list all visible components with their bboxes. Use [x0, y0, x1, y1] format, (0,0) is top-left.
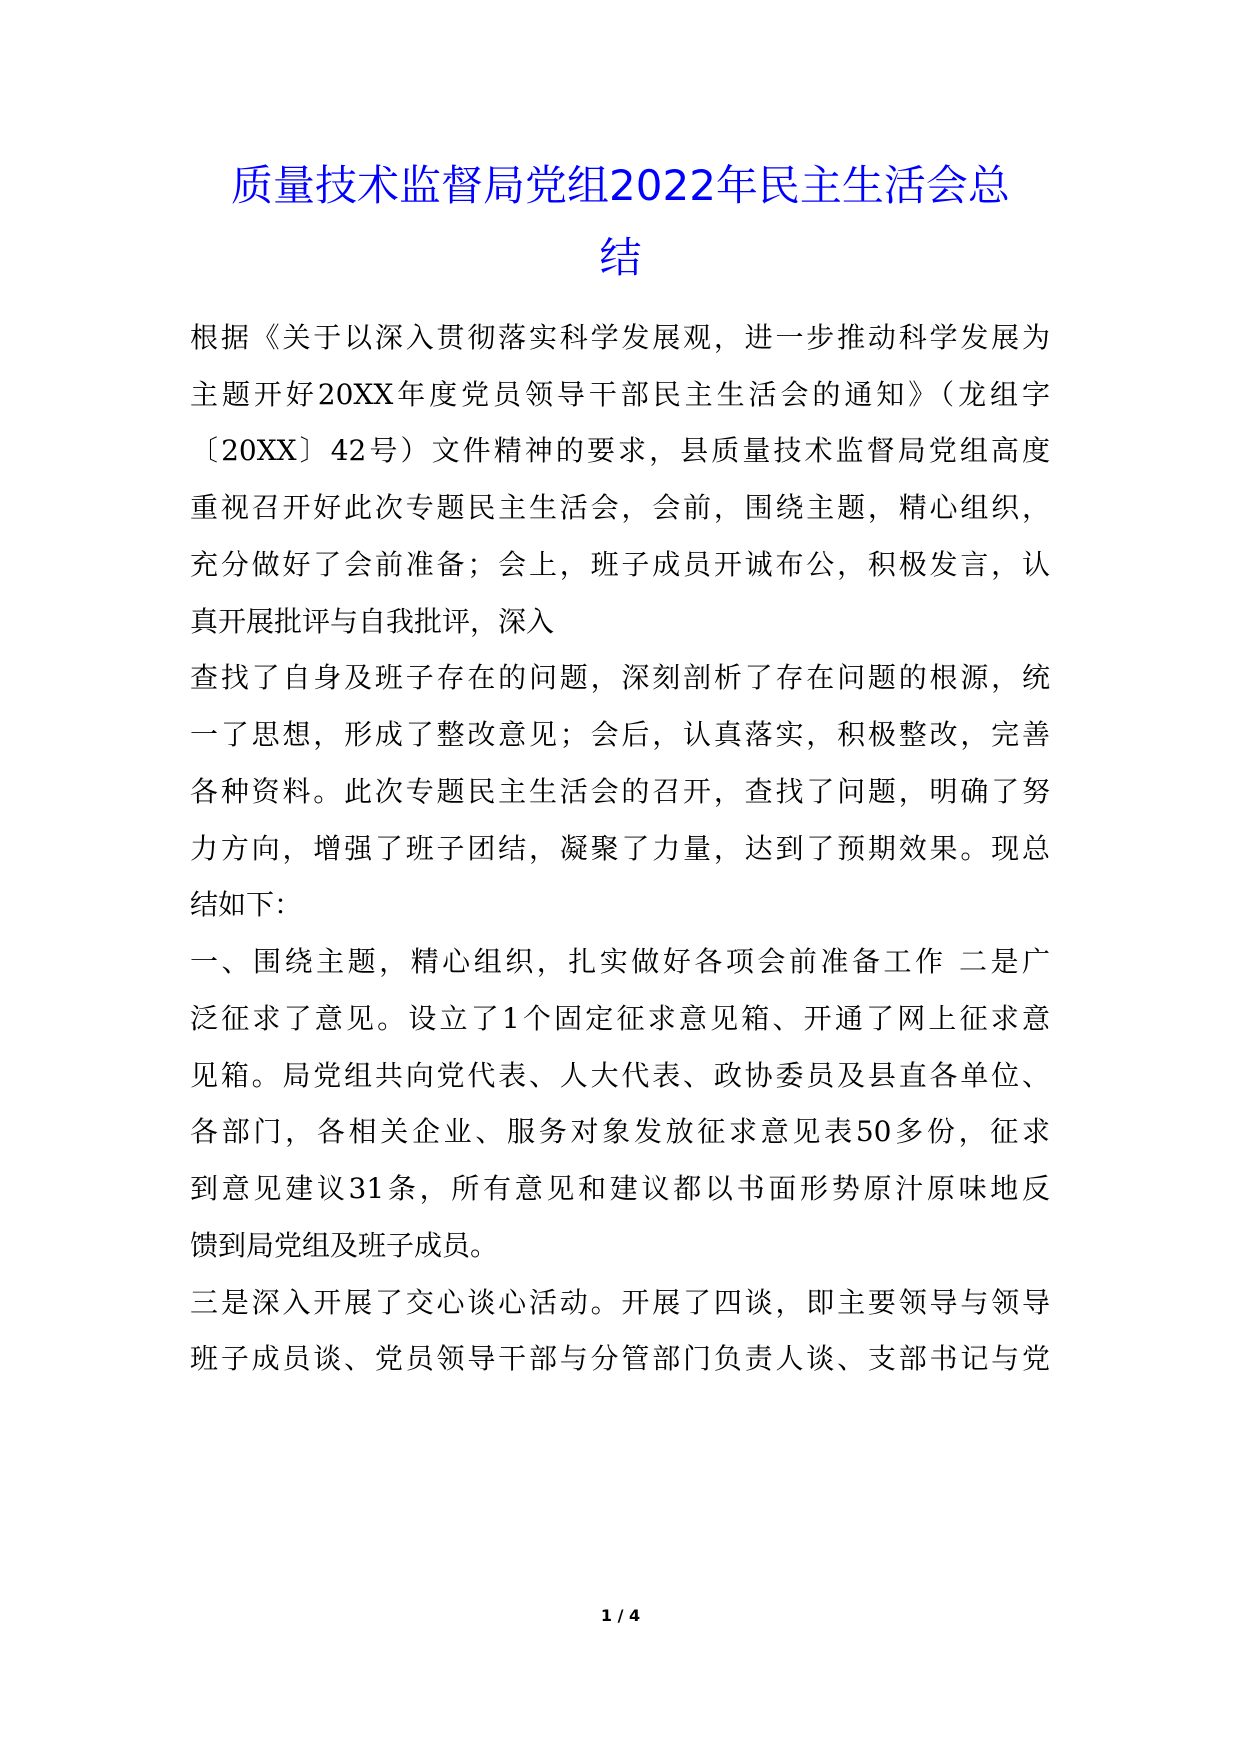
body-line: 真开展批评与自我批评，深入	[190, 605, 555, 638]
body-line: 主题开好20XX年度党员领导干部民主生活会的通知》（龙组字	[190, 378, 1050, 411]
body-line: 结如下：	[190, 888, 303, 921]
body-line: 班子成员谈、党员领导干部与分管部门负责人谈、支部书记与党	[190, 1342, 1050, 1375]
title-line: 质量技术监督局党组2022年民主生活会总	[231, 161, 1010, 210]
body-line: 〔20XX〕42号）文件精神的要求，县质量技术监督局党组高度	[190, 434, 1050, 467]
body-line: 各部门，各相关企业、服务对象发放征求意见表50多份，征求	[190, 1115, 1050, 1148]
body-line: 重视召开好此次专题民主生活会，会前，围绕主题，精心组织，	[190, 491, 1050, 524]
body-line: 馈到局党组及班子成员。	[190, 1229, 499, 1262]
body-line: 见箱。局党组共向党代表、人大代表、政协委员及县直各单位、	[190, 1059, 1050, 1092]
body-line: 力方向，增强了班子团结，凝聚了力量，达到了预期效果。现总	[190, 832, 1050, 865]
body-line: 充分做好了会前准备；会上，班子成员开诚布公，积极发言，认	[190, 548, 1050, 581]
body-line: 根据《关于以深入贯彻落实科学发展观，进一步推动科学发展为	[190, 321, 1050, 354]
page-number: 1 / 4	[600, 1606, 641, 1625]
body-line: 各种资料。此次专题民主生活会的召开，查找了问题，明确了努	[190, 775, 1050, 808]
body-line: 到意见建议31条，所有意见和建议都以书面形势原汁原味地反	[190, 1172, 1050, 1205]
body-line: 查找了自身及班子存在的问题，深刻剖析了存在问题的根源，统	[190, 661, 1050, 694]
body-line: 三是深入开展了交心谈心活动。开展了四谈，即主要领导与领导	[190, 1286, 1050, 1319]
body-line: 泛征求了意见。设立了1个固定征求意见箱、开通了网上征求意	[190, 1002, 1050, 1035]
body-line: 一了思想，形成了整改意见；会后，认真落实，积极整改，完善	[190, 718, 1050, 751]
title-line: 结	[599, 233, 642, 282]
body-line: 一、围绕主题，精心组织，扎实做好各项会前准备工作 二是广	[190, 945, 1050, 978]
